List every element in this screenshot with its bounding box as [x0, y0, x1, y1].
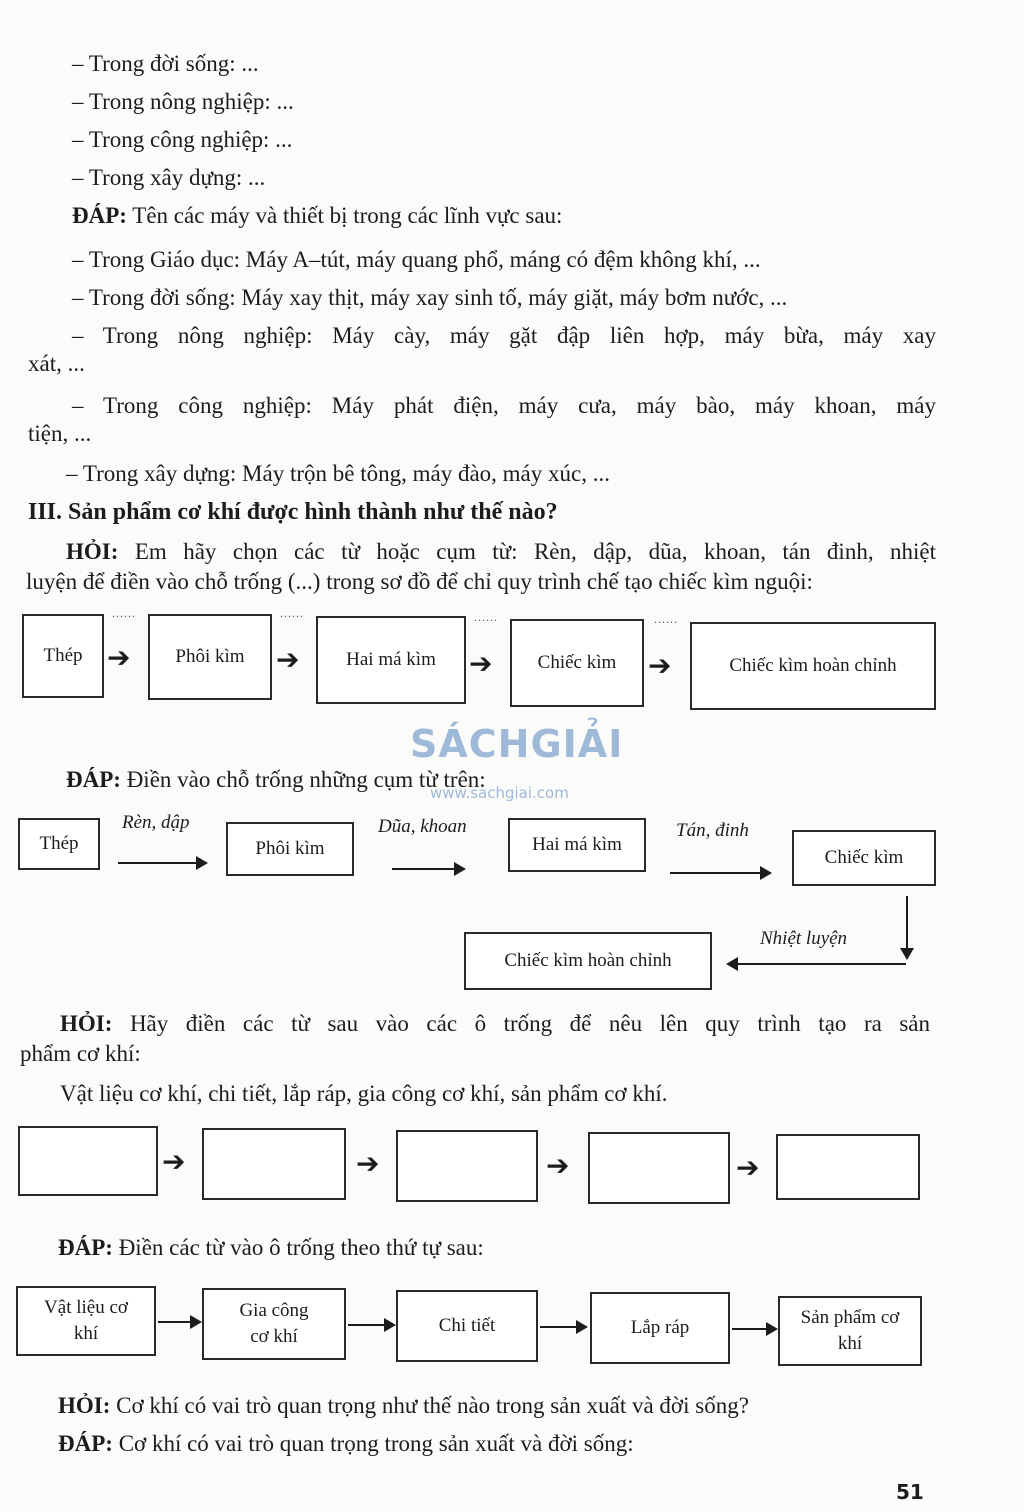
answer-intro: ĐÁP: Tên các máy và thiết bị trong các lĩnh vực sau: — [72, 203, 563, 228]
arrow-left-icon — [736, 963, 906, 965]
flow-box: Thép — [22, 614, 104, 698]
flow-box: Phôi kìm — [148, 614, 272, 700]
flow-box: Chiếc kìm — [792, 830, 936, 886]
question-label: HỎI: — [66, 539, 119, 564]
flow-box: Thép — [18, 818, 100, 870]
arrow-right-icon — [392, 868, 456, 870]
empty-box — [202, 1128, 346, 1200]
section-heading: III. Sản phẩm cơ khí được hình thành như thế nào? — [28, 499, 558, 525]
empty-box — [396, 1130, 538, 1202]
text-line: – Trong xây dựng: Máy trộn bê tông, máy đào, máy xúc, ... — [66, 461, 610, 486]
flow-box: Gia công cơ khí — [202, 1288, 346, 1360]
flow-box: Chi tiết — [396, 1290, 538, 1362]
arrow-right-icon — [670, 872, 762, 874]
arrow-right-icon: ➔ — [736, 1151, 760, 1184]
question-line: HỎI: Em hãy chọn các từ hoặc cụm từ: Rèn, dập, dũa, khoan, tán đinh, nhiệt — [66, 539, 936, 564]
answer-line: ĐÁP: Điền vào chỗ trống những cụm từ trên: — [66, 767, 486, 792]
arrow-down-icon — [906, 896, 908, 950]
watermark-logo: SÁCHGIẢI — [410, 722, 624, 766]
flow-box: Hai má kìm — [316, 616, 466, 704]
question-line: phẩm cơ khí: — [20, 1041, 141, 1066]
arrow-right-icon — [732, 1328, 768, 1330]
blank-dots: ...... — [280, 606, 304, 620]
step-label: Nhiệt luyện — [760, 928, 848, 949]
arrow-right-icon: ➔ — [546, 1149, 570, 1182]
empty-box — [776, 1134, 920, 1200]
answer-line: ĐÁP: Điền các từ vào ô trống theo thứ tự sau: — [58, 1235, 484, 1260]
text-line: – Trong đời sống: ... — [72, 51, 259, 76]
step-label: Tán, đinh — [676, 820, 749, 841]
answer-line: ĐÁP: Cơ khí có vai trò quan trọng trong sản xuất và đời sống: — [58, 1431, 634, 1456]
answer-label: ĐÁP: — [72, 203, 127, 228]
blank-dots: ...... — [654, 612, 678, 626]
blank-dots: ...... — [112, 606, 136, 620]
answer-label: ĐÁP: — [66, 767, 121, 792]
question-label: HỎI: — [58, 1393, 111, 1418]
text-line: – Trong Giáo dục: Máy A–tút, máy quang phổ, máng có đệm không khí, ... — [72, 247, 761, 272]
arrow-right-icon: ➔ — [356, 1147, 380, 1180]
arrow-right-icon: ➔ — [162, 1145, 186, 1178]
arrow-right-icon — [118, 862, 198, 864]
flow-box: Phôi kìm — [226, 822, 354, 876]
text-line: – Trong xây dựng: ... — [72, 165, 266, 190]
flow-box: Chiếc kìm hoàn chỉnh — [690, 622, 936, 710]
empty-box — [588, 1132, 730, 1204]
arrow-right-icon: ➔ — [276, 643, 300, 676]
arrow-right-icon — [348, 1324, 386, 1326]
text-line: – Trong nông nghiệp: Máy cày, máy gặt đập liên hợp, máy bừa, máy xay — [72, 323, 936, 348]
flow-box: Vật liệu cơ khí — [16, 1286, 156, 1356]
question-line: luyện để điền vào chỗ trống (...) trong sơ đồ để chỉ quy trình chế tạo chiếc kìm nguội: — [26, 569, 813, 594]
question-label: HỎI: — [60, 1011, 113, 1036]
blank-dots: ...... — [474, 610, 498, 624]
arrow-right-icon — [540, 1326, 578, 1328]
question-line: HỎI: Hãy điền các từ sau vào các ô trống để nêu lên quy trình tạo ra sản — [60, 1011, 931, 1036]
text-line: – Trong đời sống: Máy xay thịt, máy xay sinh tố, máy giặt, máy bơm nước, ... — [72, 285, 788, 310]
empty-box — [18, 1126, 158, 1196]
arrow-right-icon: ➔ — [107, 641, 131, 674]
step-label: Dũa, khoan — [378, 816, 467, 837]
text-line: tiện, ... — [28, 421, 92, 446]
question-line: HỎI: Cơ khí có vai trò quan trọng như thế nào trong sản xuất và đời sống? — [58, 1393, 749, 1418]
flow-box: Lắp ráp — [590, 1292, 730, 1364]
text-line: – Trong nông nghiệp: ... — [72, 89, 294, 114]
page-number: 51 — [896, 1480, 924, 1504]
arrow-right-icon — [158, 1321, 192, 1323]
question-line: Vật liệu cơ khí, chi tiết, lắp ráp, gia công cơ khí, sản phẩm cơ khí. — [60, 1081, 668, 1106]
flow-box: Hai má kìm — [508, 818, 646, 872]
arrow-right-icon: ➔ — [648, 649, 672, 682]
text-line: – Trong công nghiệp: ... — [72, 127, 293, 152]
flow-box: Chiếc kìm — [510, 619, 644, 707]
step-label: Rèn, dập — [122, 812, 190, 833]
flow-box: Sản phẩm cơ khí — [778, 1296, 922, 1366]
arrow-right-icon: ➔ — [469, 647, 493, 680]
answer-label: ĐÁP: — [58, 1235, 113, 1260]
answer-label: ĐÁP: — [58, 1431, 113, 1456]
text-line: – Trong công nghiệp: Máy phát điện, máy cưa, máy bào, máy khoan, máy — [72, 393, 936, 418]
watermark-url: www.sachgiai.com — [430, 784, 569, 802]
flow-box: Chiếc kìm hoàn chỉnh — [464, 932, 712, 990]
text-line: xát, ... — [28, 351, 85, 376]
